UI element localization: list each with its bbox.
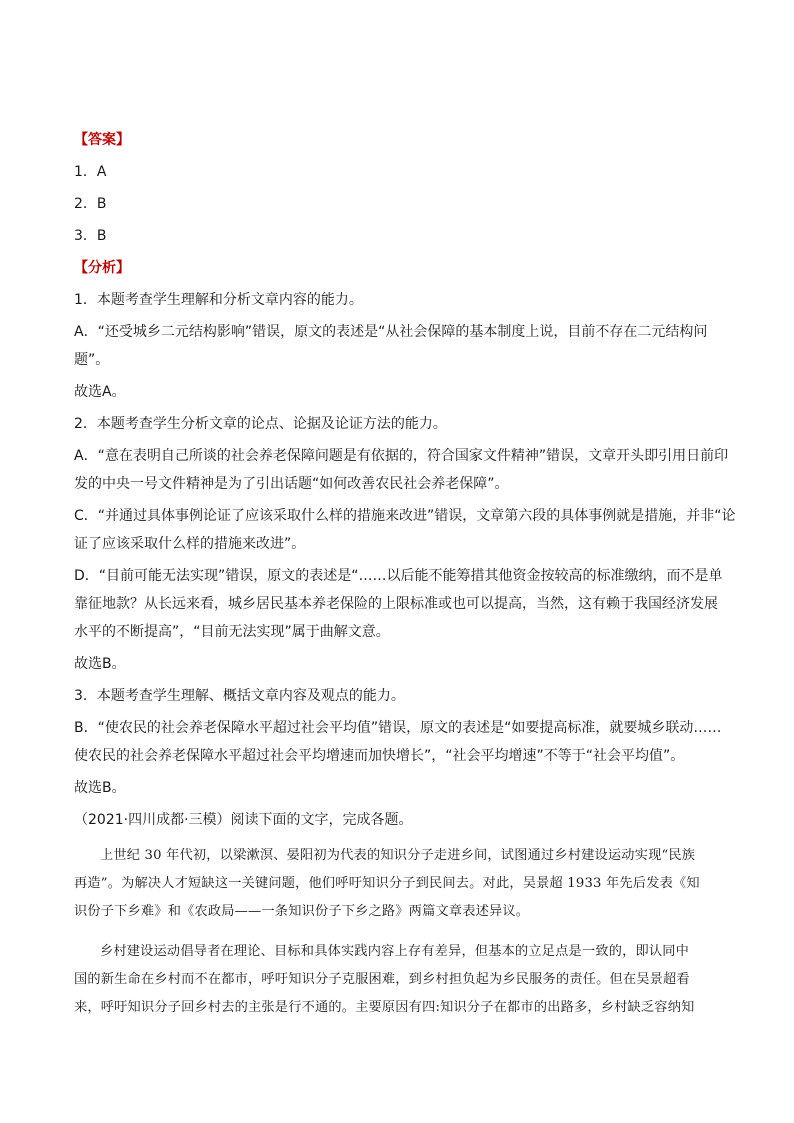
analysis-line: 证了应该采取什么样的措施来改进”。 [74,536,306,552]
answer-item: 3．B [74,228,107,244]
question-intro: （2021·四川成都·三模）阅读下面的文字，完成各题。 [74,812,413,828]
analysis-line: A．“意在表明自己所谈的社会养老保障问题是有依据的，符合国家文件精神”错误，文章开头即引用日前印 [74,448,729,464]
analysis-line: 2．本题考查学生分析文章的论点、论据及论证方法的能力。 [74,416,447,432]
analysis-line: B．“使农民的社会养老保障水平超过社会平均值”错误，原文的表述是“如要提高标准，就要城乡联动…… [74,720,722,736]
analysis-line: C．“并通过具体事例论证了应该采取什么样的措施来改进”错误，文章第六段的具体事例就是措施，并非“论 [74,508,736,524]
analysis-line: 靠征地款？从长远来看，城乡居民基本养老保险的上限标准或也可以提高，当然，这有赖于我国经济发展 [74,596,718,612]
analysis-line: 水平的不断提高”，“目前无法实现”属于曲解文意。 [74,624,390,640]
analysis-line: 故选A。 [74,384,126,400]
analysis-line: D．“目前可能无法实现”错误，原文的表述是“……以后能不能筹措其他资金按较高的标准缴纳，而不是单 [74,568,723,584]
passage-line: 来，呼吁知识分子回乡村去的主张是行不通的。主要原因有四:知识分子在都市的出路多，乡村缺乏容纳知 [74,1000,695,1015]
analysis-line: 3．本题考查学生理解、概括文章内容及观点的能力。 [74,688,405,704]
analysis-line: 故选B。 [74,656,126,672]
analysis-line: 1．本题考查学生理解和分析文章内容的能力。 [74,292,363,308]
passage-line: 识份子下乡难》和《农政局——一条知识份子下乡之路》两篇文章表述异议。 [74,904,530,919]
analysis-line: A．“还受城乡二元结构影响”错误，原文的表述是“从社会保障的基本制度上说，目前不存在二元结构问 [74,324,708,340]
answer-item: 2．B [74,196,107,212]
analysis-heading: 【分析】 [74,260,130,276]
analysis-line: 使农民的社会养老保障水平超过社会平均增速而加快增长”，“社会平均增速”不等于“社会平均值”。 [74,748,685,764]
passage-line: 乡村建设运动倡导者在理论、目标和具体实践内容上存有差异，但基本的立足点是一致的，即认同中 [100,944,690,959]
analysis-line: 题”。 [74,352,110,368]
answer-item: 1．A [74,164,107,180]
passage-line: 上世纪 30 年代初，以梁漱溟、晏阳初为代表的知识分子走进乡间，试图通过乡村建设运动实现“民族 [100,848,696,863]
analysis-line: 发的中央一号文件精神是为了引出话题“如何改善农民社会养老保障”。 [74,476,509,492]
passage-line: 再造”。为解决人才短缺这一关键问题，他们呼吁知识分子到民间去。对此，吴景超 1933 年先后发表《知 [74,876,700,891]
passage-line: 国的新生命在乡村而不在都市，呼吁知识分子克服困难，到乡村担负起为乡民服务的责任。但在吴景超看 [74,972,690,987]
analysis-line: 故选B。 [74,780,126,796]
answer-heading: 【答案】 [74,132,130,148]
